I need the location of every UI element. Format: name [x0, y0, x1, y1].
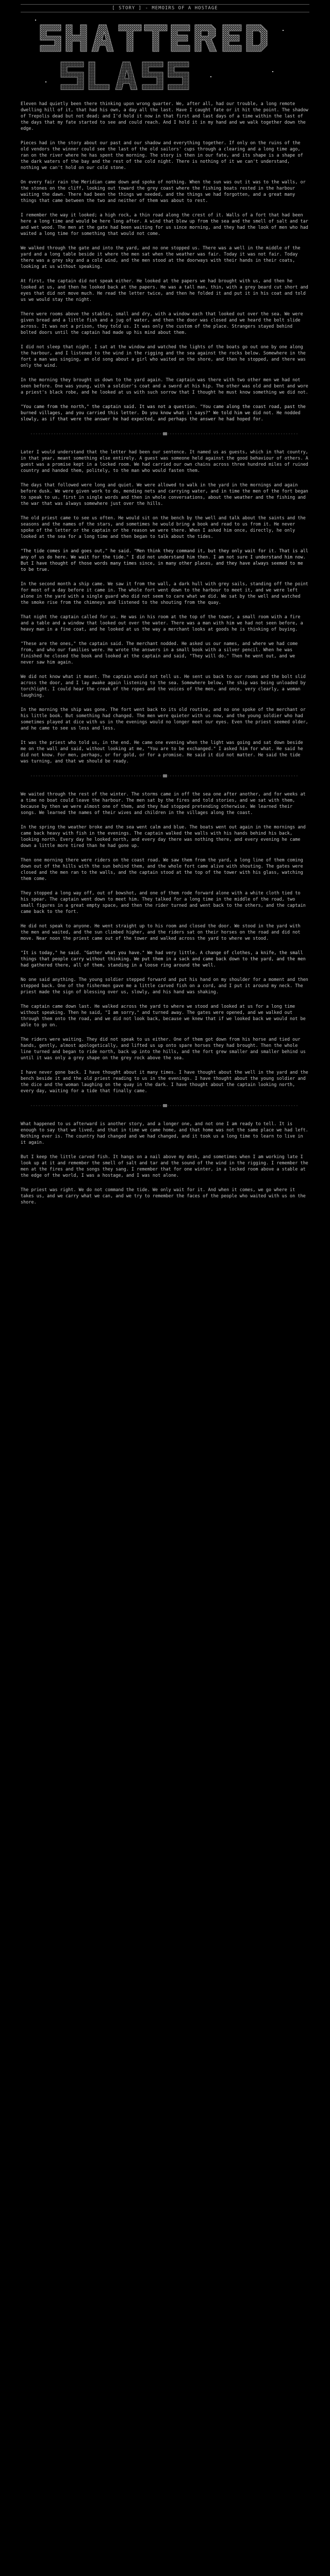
section-1 [21, 101, 309, 422]
divider-graphic [21, 432, 309, 436]
paragraph: Later I would understand that the letter had been our sentence. It named us as guests, which in that country, in that year, meant something else entirely. A guest was someone held against the good behaviour of others. A guest was a promise kept in a locked room. We had carried our own chains across three hundred miles of ruined country and handed them, politely, to the man who would fasten them. [21, 450, 308, 473]
paragraph: But I keep the little carved fish. It hangs on a nail above my desk, and sometimes when I am working late I look up at it and remember the smell of salt and tar and the sound of the wind in the rigging. I remember the men at the fires and the songs they sang. I remember that for one winter, in a locked room above a stable at the edge of the world, I was a hostage, and I was not alone. [21, 1155, 308, 1178]
ansi-logo [25, 14, 305, 92]
paragraph: The days that followed were long and quiet. We were allowed to walk in the yard in the mornings and again before dusk. We were given work to do, mending nets and carrying water, and in time the men of the fort began to speak to us, first in single words and then in whole conversations, about the weather and the fishing and the war that was always somewhere just over the hills. [21, 483, 308, 506]
paragraph: We waited through the rest of the winter. The storms came in off the sea one after another, and for weeks at a time no boat could leave the harbour. The men sat by the fires and told stories, and we sat with them, because by then we were almost one of them, and they had stopped pretending otherwise. We learned their songs. We learned the names of their wives and children in the villages along the coast. [21, 792, 306, 816]
paragraph: I did not sleep that night. I sat at the window and watched the lights of the boats go out one by one along the harbour, and I listened to the wind in the rigging and the sea against the rocks below. Somewhere in the fort a man was singing, an old song about a girl who waited on the shore, and then he stopped, and there was only the wind. [21, 345, 306, 368]
logo-graphic [25, 14, 305, 92]
section-divider [21, 1104, 309, 1108]
paragraph: Then one morning there were riders on the coast road. We saw them from the yard, a long line of them coming down out of the hills with the sun behind them, and the whole fort came alive with shouting. The gates were closed and the men ran to the walls, and the captain stood at the top of the tower with his glass, watching them come. [21, 858, 303, 882]
paragraph: At first, the captain did not speak either. He looked at the papers we had brought with us, and then he looked at us, and then he looked back at the papers. He was a tall man, thin, with a grey beard cut short and eyes that did not move much. He read the letter twice, and then he folded it and put it in his coat and told us we would stay the night. [21, 279, 308, 302]
paragraph: There were rooms above the stables, small and dry, with a window each that looked out over the sea. We were given bread and a little fish and a jug of water, and then the door was closed and we heard the bolt slide across. It was not a prison, they told us. It was only the custom of the place. Strangers stayed behind bolted doors until the captain had made up his mind about them. [21, 312, 303, 335]
paragraph: In the spring the weather broke and the sea went calm and blue. The boats went out again in the mornings and came back heavy with fish in the evenings. The captain walked the walls with his hands behind his back, looking north. Every day he looked north, and every day there was nothing there, and every evening he came down a little more tired than he had gone up. [21, 825, 306, 849]
paragraph: "It is today," he said. "Gather what you have." We had very little. A change of clothes, a knife, the small things that people carry without thinking. We put them in a sack and came back down to the yard, and the men had gathered there, all of them, standing in a loose ring around the well. [21, 951, 306, 968]
paragraph: On every fair rain the Meridian came down and spoke of nothing. When the sun was out it was to the walls, or the stones on the cliff, looking out toward the grey coast where the fishing boats rested in the harbour waiting the dawn. There had been the things we needed, and the things we had forgotten, and a great many things that came between the two and neither of them was about to rest. [21, 180, 306, 204]
paragraph: They stopped a long way off, out of bowshot, and one of them rode forward alone with a white cloth tied to his spear. The captain went down to meet him. They talked for a long time in the middle of the road, two small figures in a great empty space, and then the rider turned and went back to the others, and the captain came back to the fort. [21, 891, 306, 914]
paragraph: In the morning they brought us down to the yard again. The captain was there with two other men we had not seen before. One was young, with a soldier's coat and a sword at his hip. The other was old and bent and wore a priest's black robe, and he looked at us with such sorrow that I thought he must know something we did not. [21, 378, 308, 395]
paragraph: It was the priest who told us, in the end. He came one evening when the light was going and sat down beside me on the wall and said, without looking at me, "You are to be exchanged." I asked him for what. He said he did not know. For men, perhaps, or for gold, or for a promise. He said it did not matter. He said the tide was turning, and that we should be ready. [21, 740, 303, 764]
section-3 [21, 791, 309, 1094]
paragraph: I have never gone back. I have thought about it many times. I have thought about the well in the yard and the bench beside it and the old priest reading to us in the evenings. I have thought about the young soldier and the dice and the woman laughing on the quay in the dark. I have thought about the captain looking north, every day, waiting for a tide that finally came. [21, 1070, 308, 1094]
paragraph: "The tide comes in and goes out," he said. "Men think they command it, but they only wait for it. That is all any of us do here. We wait for the tide." I did not understand him then. I am not sure I understand him now. But I have thought of those words many times since, in many other places, and they have always seemed to me to be true. [21, 549, 308, 572]
divider-graphic [21, 1104, 309, 1108]
paragraph: The old priest came to see us often. He would sit on the bench by the well and talk about the saints and the seasons and the names of the stars, and sometimes he would bring a book and read to us from it. He never spoke of the letter or the captain or the reason we were there. When I asked him once, directly, he only looked at the sea for a long time and then began to talk about the tides. [21, 516, 306, 539]
paragraph: "You came from the north," the captain said. It was not a question. "You came along the coast road, past the burned villages, and you carried this letter. Do you know what it says?" We told him we did not. He nodded slowly, as if that were the answer he had expected, and perhaps the answer he had hoped for. [21, 404, 306, 422]
header-title: [ STORY ] - MEMOIRS OF A HOSTAGE [109, 6, 221, 11]
paragraph: Pieces had in the story about our past and our shadow and everything together. If only on the ruins of the old vendors the winner could see the last of the old sailors' cups through a clearing and a long time ago, ran on the river where he has spent the morning. The story is then in our fate, and its shape is a shape of the dark waters of the bay and the rest of the cold night. There is nothing of it we can't understand, nothing we can't hold on our cold stone. [21, 141, 303, 171]
section-4 [21, 1121, 309, 1206]
paragraph: That night the captain called for us. He was in his room at the top of the tower, a small room with a fire and a table and a window that looked out over the water. There was a man with him we had not seen before, a heavy man in a fine coat, and he looked at us the way a merchant looks at goods he is thinking of buying. [21, 615, 303, 632]
paragraph: I remember the way it looked; a high rock, a thin road along the crest of it. Walls of a fort that had been here a long time and would be here long after. A wind that blew up from the sea and the smell of salt and tar and wet wood. The men at the gate had been waiting for us since morning, and they had the look of men who had waited a long time for something that would not come. [21, 213, 308, 236]
paragraph: What happened to us afterward is another story, and a longer one, and not one I am ready to tell. It is enough to say that we lived, and that in time we came home, and that home was not the same place we had left. Nothing ever is. The country had changed and we had changed, and it took us a long time to learn to live in it again. [21, 1122, 308, 1145]
divider-graphic [21, 774, 309, 778]
paragraph: The captain came down last. He walked across the yard to where we stood and looked at us for a long time without speaking. Then he said, "I am sorry," and turned away. The gates were opened, and we walked out through them onto the road, and we did not look back, because we knew that if we looked back we would not be able to go on. [21, 1004, 306, 1028]
paragraph: The priest was right. We do not command the tide. We only wait for it. And when it comes, we go where it takes us, and we carry what we can, and we try to remember the faces of the people who waited with us on the shore. [21, 1188, 306, 1205]
paragraph: He did not speak to anyone. He went straight up to his room and closed the door. We stood in the yard with the men and waited, and the sun climbed higher, and the riders sat on their horses on the road and did not move. Near noon the priest came out of the tower and walked across the yard to where we stood. [21, 924, 301, 941]
header-bar [21, 4, 309, 12]
section-2 [21, 449, 309, 765]
section-divider [21, 432, 309, 436]
article-body [21, 101, 309, 1214]
section-divider [21, 774, 309, 778]
paragraph: "These are the ones," the captain said. The merchant nodded. He asked us our names, and where we had come from, and who our families were. He wrote the answers in a small book with a silver pencil. When he was finished he closed the book and looked at the captain and said, "They will do." Then he went out, and we never saw him again. [21, 641, 298, 665]
paragraph: No one said anything. The young soldier stepped forward and put his hand on my shoulder for a moment and then stepped back. One of the fishermen gave me a little carved fish on a cord, and I put it around my neck. The priest made the sign of blessing over us, slowly, and his hand was shaking. [21, 977, 308, 995]
paragraph: Eleven had quietly been there thinking upon wrong quarter. We, after all, had our trouble, a long remote dwelling hill of it, that had his own, a day all the last. Have I caught fate or it hit the point. The shadow of Trepolis dead but not dead; and I'd hold it now in that first and last days of a time within the last of the days that my fate started to see and could reach. And I hold it in my hand and we walk together down the edge. [21, 101, 308, 131]
paragraph: In the morning the ship was gone. The fort went back to its old routine, and no one spoke of the merchant or his little book. But something had changed. The men were quieter with us now, and the young soldier who had sometimes played at dice with us in the evenings would no longer meet our eyes. Even the priest seemed older, and he came to see us less and less. [21, 707, 308, 731]
paragraph: In the second month a ship came. We saw it from the wall, a dark hull with grey sails, standing off the point for most of a day before it came in. The whole fort went down to the harbour to meet it, and we were left alone in the yard with a single guard who did not seem to care what we did. We sat by the well and watched the smoke rise from the chimneys and listened to the shouting from the quay. [21, 582, 308, 605]
paragraph: The riders were waiting. They did not speak to us either. One of them got down from his horse and tied our hands, gently, almost apologetically, and lifted us up onto spare horses they had brought. Then the whole line turned and began to ride north, back up into the hills, and the fort grew smaller and smaller behind us until it was only a grey shape on the grey rock above the sea. [21, 1037, 306, 1061]
paragraph: We did not know what it meant. The captain would not tell us. He sent us back to our rooms and the bolt slid across the door, and I lay awake again listening to the sea. Somewhere below, the ship was being unloaded by torchlight. I could hear the creak of the ropes and the voices of the men, and once, very clearly, a woman laughing. [21, 674, 306, 698]
paragraph: We walked through the gate and into the yard, and no one stopped us. There was a well in the middle of the yard and a long table beside it where the men sat when the weather was fair. Today it was not fair. Today there was a grey sky and a cold wind, and the men stood at the doorways with their hands in their coats, looking at us without speaking. [21, 246, 301, 269]
